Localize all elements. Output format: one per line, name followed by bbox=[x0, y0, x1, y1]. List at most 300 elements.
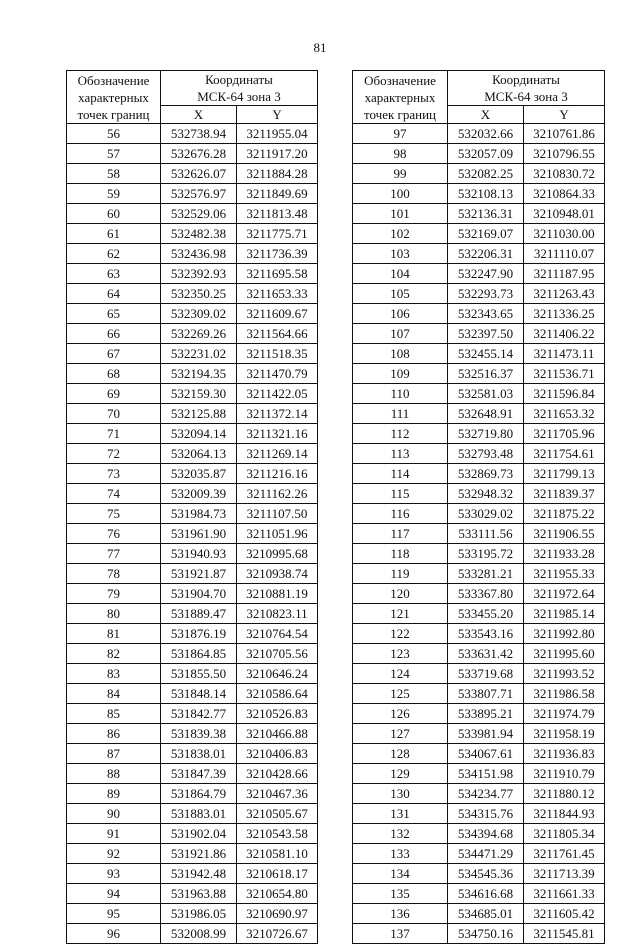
table-row bbox=[67, 284, 318, 304]
x-coordinate-cell: 533367.80 bbox=[448, 584, 524, 604]
y-coordinate-cell: 3210705.56 bbox=[237, 644, 318, 664]
y-coordinate-cell: 3211736.39 bbox=[237, 244, 318, 264]
point-number-cell: 82 bbox=[67, 644, 161, 664]
x-coordinate-cell: 531838.01 bbox=[161, 744, 237, 764]
table-row bbox=[67, 464, 318, 484]
y-coordinate-cell: 3211030.00 bbox=[524, 224, 605, 244]
x-coordinate-cell: 531864.85 bbox=[161, 644, 237, 664]
point-number-cell: 73 bbox=[67, 464, 161, 484]
point-number-cell: 121 bbox=[353, 604, 448, 624]
y-coordinate-cell: 3211844.93 bbox=[524, 804, 605, 824]
table-row bbox=[353, 564, 605, 584]
x-coordinate-cell: 532455.14 bbox=[448, 344, 524, 364]
table-row bbox=[353, 344, 605, 364]
table-row bbox=[353, 464, 605, 484]
x-coordinate-cell: 532269.26 bbox=[161, 324, 237, 344]
point-number-cell: 110 bbox=[353, 384, 448, 404]
table-row bbox=[67, 264, 318, 284]
point-number-cell: 72 bbox=[67, 444, 161, 464]
x-coordinate-cell: 532293.73 bbox=[448, 284, 524, 304]
point-number-cell: 106 bbox=[353, 304, 448, 324]
table-row bbox=[353, 844, 605, 864]
point-number-cell: 116 bbox=[353, 504, 448, 524]
y-coordinate-cell: 3211162.26 bbox=[237, 484, 318, 504]
table-row bbox=[353, 424, 605, 444]
y-coordinate-cell: 3211993.52 bbox=[524, 664, 605, 684]
point-number-cell: 77 bbox=[67, 544, 161, 564]
x-coordinate-cell: 532738.94 bbox=[161, 124, 237, 144]
designation-header-line3: точек границ bbox=[77, 106, 150, 122]
y-coordinate-cell: 3211906.55 bbox=[524, 524, 605, 544]
y-coordinate-cell: 3211972.64 bbox=[524, 584, 605, 604]
x-coordinate-cell: 533281.21 bbox=[448, 564, 524, 584]
x-coordinate-cell: 533195.72 bbox=[448, 544, 524, 564]
x-coordinate-cell: 531876.19 bbox=[161, 624, 237, 644]
y-coordinate-cell: 3211216.16 bbox=[237, 464, 318, 484]
table-row bbox=[353, 804, 605, 824]
y-coordinate-cell: 3211609.67 bbox=[237, 304, 318, 324]
y-coordinate-cell: 3211805.34 bbox=[524, 824, 605, 844]
y-coordinate-cell: 3210467.36 bbox=[237, 784, 318, 804]
table-row bbox=[67, 784, 318, 804]
point-number-cell: 80 bbox=[67, 604, 161, 624]
table-row bbox=[67, 864, 318, 884]
table-row bbox=[67, 224, 318, 244]
table-row bbox=[353, 524, 605, 544]
table-row bbox=[67, 924, 318, 944]
point-number-cell: 117 bbox=[353, 524, 448, 544]
y-coordinate-cell: 3211406.22 bbox=[524, 324, 605, 344]
x-coordinate-cell: 532436.98 bbox=[161, 244, 237, 264]
table-row bbox=[67, 604, 318, 624]
point-number-cell: 101 bbox=[353, 204, 448, 224]
table-row bbox=[67, 704, 318, 724]
x-coordinate-cell: 534394.68 bbox=[448, 824, 524, 844]
point-number-cell: 98 bbox=[353, 144, 448, 164]
point-number-cell: 92 bbox=[67, 844, 161, 864]
x-coordinate-cell: 532397.50 bbox=[448, 324, 524, 344]
y-coordinate-cell: 3210526.83 bbox=[237, 704, 318, 724]
y-coordinate-cell: 3210581.10 bbox=[237, 844, 318, 864]
point-number-cell: 108 bbox=[353, 344, 448, 364]
y-coordinate-cell: 3211545.81 bbox=[524, 924, 605, 944]
x-coordinate-cell: 532008.99 bbox=[161, 924, 237, 944]
y-coordinate-cell: 3210938.74 bbox=[237, 564, 318, 584]
point-number-cell: 99 bbox=[353, 164, 448, 184]
table-row bbox=[67, 644, 318, 664]
point-number-cell: 69 bbox=[67, 384, 161, 404]
x-coordinate-cell: 532392.93 bbox=[161, 264, 237, 284]
table-row bbox=[353, 284, 605, 304]
x-coordinate-cell: 533631.42 bbox=[448, 644, 524, 664]
x-coordinate-cell: 531848.14 bbox=[161, 684, 237, 704]
point-number-cell: 128 bbox=[353, 744, 448, 764]
table-row bbox=[353, 704, 605, 724]
point-number-cell: 59 bbox=[67, 184, 161, 204]
y-coordinate-cell: 3211653.32 bbox=[524, 404, 605, 424]
point-number-cell: 104 bbox=[353, 264, 448, 284]
point-number-cell: 109 bbox=[353, 364, 448, 384]
coordinates-header: Координаты bbox=[161, 71, 318, 89]
point-number-cell: 97 bbox=[353, 124, 448, 144]
point-number-cell: 78 bbox=[67, 564, 161, 584]
table-row bbox=[67, 904, 318, 924]
x-coordinate-cell: 532719.80 bbox=[448, 424, 524, 444]
table-row bbox=[353, 264, 605, 284]
table-row bbox=[67, 824, 318, 844]
point-number-cell: 91 bbox=[67, 824, 161, 844]
table-row bbox=[67, 544, 318, 564]
x-coordinate-cell: 532581.03 bbox=[448, 384, 524, 404]
x-coordinate-cell: 533543.16 bbox=[448, 624, 524, 644]
y-coordinate-cell: 3211705.96 bbox=[524, 424, 605, 444]
table-row bbox=[353, 724, 605, 744]
table-row bbox=[353, 144, 605, 164]
y-coordinate-cell: 3210761.86 bbox=[524, 124, 605, 144]
x-coordinate-cell: 531942.48 bbox=[161, 864, 237, 884]
y-coordinate-cell: 3210646.24 bbox=[237, 664, 318, 684]
table-row bbox=[353, 624, 605, 644]
table-row bbox=[67, 884, 318, 904]
y-coordinate-cell: 3211336.25 bbox=[524, 304, 605, 324]
x-coordinate-cell: 532626.07 bbox=[161, 164, 237, 184]
table-row bbox=[67, 844, 318, 864]
table-row bbox=[67, 744, 318, 764]
table-row bbox=[67, 764, 318, 784]
y-coordinate-cell: 3211995.60 bbox=[524, 644, 605, 664]
point-number-cell: 133 bbox=[353, 844, 448, 864]
point-number-cell: 119 bbox=[353, 564, 448, 584]
x-coordinate-cell: 531961.90 bbox=[161, 524, 237, 544]
coordinate-system-header: МСК-64 зона 3 bbox=[161, 88, 318, 106]
y-coordinate-cell: 3211695.58 bbox=[237, 264, 318, 284]
point-number-cell: 60 bbox=[67, 204, 161, 224]
x-coordinate-cell: 531842.77 bbox=[161, 704, 237, 724]
y-coordinate-cell: 3211564.66 bbox=[237, 324, 318, 344]
table-row bbox=[353, 924, 605, 944]
point-number-cell: 65 bbox=[67, 304, 161, 324]
y-coordinate-cell: 3210406.83 bbox=[237, 744, 318, 764]
table-row bbox=[67, 384, 318, 404]
point-number-cell: 122 bbox=[353, 624, 448, 644]
table-row bbox=[67, 584, 318, 604]
x-coordinate-cell: 532159.30 bbox=[161, 384, 237, 404]
y-coordinate-cell: 3210543.58 bbox=[237, 824, 318, 844]
x-coordinate-cell: 533111.56 bbox=[448, 524, 524, 544]
point-number-cell: 62 bbox=[67, 244, 161, 264]
table-row bbox=[353, 224, 605, 244]
y-coordinate-cell: 3210881.19 bbox=[237, 584, 318, 604]
point-number-cell: 86 bbox=[67, 724, 161, 744]
y-coordinate-cell: 3211910.79 bbox=[524, 764, 605, 784]
y-coordinate-cell: 3211986.58 bbox=[524, 684, 605, 704]
table-row bbox=[67, 144, 318, 164]
y-coordinate-cell: 3211884.28 bbox=[237, 164, 318, 184]
table-row bbox=[67, 124, 318, 144]
y-coordinate-cell: 3211799.13 bbox=[524, 464, 605, 484]
table-row bbox=[67, 364, 318, 384]
y-coordinate-cell: 3210796.55 bbox=[524, 144, 605, 164]
y-coordinate-cell: 3211661.33 bbox=[524, 884, 605, 904]
y-coordinate-cell: 3211875.22 bbox=[524, 504, 605, 524]
point-number-cell: 64 bbox=[67, 284, 161, 304]
y-coordinate-cell: 3211974.79 bbox=[524, 704, 605, 724]
x-coordinate-cell: 532529.06 bbox=[161, 204, 237, 224]
table-row bbox=[353, 124, 605, 144]
point-number-cell: 118 bbox=[353, 544, 448, 564]
y-coordinate-cell: 3211372.14 bbox=[237, 404, 318, 424]
x-coordinate-cell: 532032.66 bbox=[448, 124, 524, 144]
left-table-body bbox=[67, 124, 318, 944]
table-row bbox=[67, 304, 318, 324]
coordinate-system-header: МСК-64 зона 3 bbox=[448, 88, 605, 106]
x-coordinate-cell: 531839.38 bbox=[161, 724, 237, 744]
table-row bbox=[67, 244, 318, 264]
table-row bbox=[67, 204, 318, 224]
table-row bbox=[67, 724, 318, 744]
y-coordinate-cell: 3210995.68 bbox=[237, 544, 318, 564]
table-row bbox=[353, 864, 605, 884]
point-number-cell: 61 bbox=[67, 224, 161, 244]
x-coordinate-cell: 532793.48 bbox=[448, 444, 524, 464]
table-row bbox=[67, 504, 318, 524]
point-number-cell: 107 bbox=[353, 324, 448, 344]
point-number-cell: 123 bbox=[353, 644, 448, 664]
x-coordinate-cell: 532194.35 bbox=[161, 364, 237, 384]
table-row bbox=[353, 364, 605, 384]
point-number-cell: 120 bbox=[353, 584, 448, 604]
x-coordinate-cell: 534545.36 bbox=[448, 864, 524, 884]
x-coordinate-cell: 532247.90 bbox=[448, 264, 524, 284]
point-number-cell: 79 bbox=[67, 584, 161, 604]
x-coordinate-cell: 532948.32 bbox=[448, 484, 524, 504]
table-row bbox=[67, 624, 318, 644]
page-number: 81 bbox=[313, 40, 327, 55]
x-coordinate-cell: 534685.01 bbox=[448, 904, 524, 924]
y-coordinate-cell: 3211958.19 bbox=[524, 724, 605, 744]
point-number-cell: 105 bbox=[353, 284, 448, 304]
point-number-cell: 71 bbox=[67, 424, 161, 444]
x-coordinate-cell: 531963.88 bbox=[161, 884, 237, 904]
point-number-cell: 131 bbox=[353, 804, 448, 824]
table-row bbox=[353, 824, 605, 844]
point-number-cell: 89 bbox=[67, 784, 161, 804]
x-coordinate-cell: 533981.94 bbox=[448, 724, 524, 744]
y-coordinate-cell: 3211269.14 bbox=[237, 444, 318, 464]
y-coordinate-cell: 3211470.79 bbox=[237, 364, 318, 384]
y-coordinate-cell: 3211849.69 bbox=[237, 184, 318, 204]
table-row bbox=[67, 164, 318, 184]
point-number-cell: 87 bbox=[67, 744, 161, 764]
y-coordinate-cell: 3211518.35 bbox=[237, 344, 318, 364]
point-number-cell: 112 bbox=[353, 424, 448, 444]
y-coordinate-cell: 3210726.67 bbox=[237, 924, 318, 944]
y-coordinate-cell: 3211775.71 bbox=[237, 224, 318, 244]
y-coordinate-cell: 3211880.12 bbox=[524, 784, 605, 804]
x-coordinate-cell: 532064.13 bbox=[161, 444, 237, 464]
y-coordinate-cell: 3211985.14 bbox=[524, 604, 605, 624]
point-number-cell: 57 bbox=[67, 144, 161, 164]
x-coordinate-cell: 532869.73 bbox=[448, 464, 524, 484]
point-number-cell: 125 bbox=[353, 684, 448, 704]
y-coordinate-cell: 3211110.07 bbox=[524, 244, 605, 264]
x-coordinate-cell: 532057.09 bbox=[448, 144, 524, 164]
y-coordinate-cell: 3211813.48 bbox=[237, 204, 318, 224]
table-row bbox=[67, 804, 318, 824]
point-number-cell: 76 bbox=[67, 524, 161, 544]
y-coordinate-cell: 3210823.11 bbox=[237, 604, 318, 624]
table-row bbox=[353, 244, 605, 264]
x-coordinate-cell: 532516.37 bbox=[448, 364, 524, 384]
table-row bbox=[67, 484, 318, 504]
x-coordinate-cell: 532676.28 bbox=[161, 144, 237, 164]
point-number-cell: 102 bbox=[353, 224, 448, 244]
point-number-cell: 114 bbox=[353, 464, 448, 484]
designation-header-line3: точек границ bbox=[363, 106, 437, 122]
y-coordinate-cell: 3211761.45 bbox=[524, 844, 605, 864]
y-coordinate-cell: 3210428.66 bbox=[237, 764, 318, 784]
point-number-cell: 85 bbox=[67, 704, 161, 724]
point-number-cell: 74 bbox=[67, 484, 161, 504]
table-row bbox=[67, 524, 318, 544]
point-number-cell: 135 bbox=[353, 884, 448, 904]
table-row bbox=[353, 644, 605, 664]
x-coordinate-cell: 532309.02 bbox=[161, 304, 237, 324]
point-number-cell: 67 bbox=[67, 344, 161, 364]
coordinates-header: Координаты bbox=[448, 71, 605, 89]
table-row bbox=[353, 384, 605, 404]
x-coordinate-cell: 533807.71 bbox=[448, 684, 524, 704]
point-number-cell: 132 bbox=[353, 824, 448, 844]
y-coordinate-cell: 3211933.28 bbox=[524, 544, 605, 564]
point-number-cell: 83 bbox=[67, 664, 161, 684]
y-coordinate-cell: 3211536.71 bbox=[524, 364, 605, 384]
x-coordinate-cell: 533719.68 bbox=[448, 664, 524, 684]
table-row bbox=[353, 664, 605, 684]
x-coordinate-cell: 532482.38 bbox=[161, 224, 237, 244]
x-coordinate-cell: 531847.39 bbox=[161, 764, 237, 784]
right-table-body bbox=[353, 124, 605, 944]
designation-header bbox=[67, 71, 161, 124]
x-coordinate-cell: 532136.31 bbox=[448, 204, 524, 224]
table-row bbox=[353, 544, 605, 564]
y-column-header: Y bbox=[524, 106, 605, 124]
designation-header-line2: характерных bbox=[78, 89, 149, 105]
point-number-cell: 129 bbox=[353, 764, 448, 784]
x-coordinate-cell: 531986.05 bbox=[161, 904, 237, 924]
table-row bbox=[353, 584, 605, 604]
x-coordinate-cell: 532648.91 bbox=[448, 404, 524, 424]
y-coordinate-cell: 3211596.84 bbox=[524, 384, 605, 404]
designation-header-line1: Обозначение bbox=[364, 72, 436, 88]
y-coordinate-cell: 3211473.11 bbox=[524, 344, 605, 364]
table-row bbox=[353, 764, 605, 784]
x-coordinate-cell: 531902.04 bbox=[161, 824, 237, 844]
x-coordinate-cell: 534151.98 bbox=[448, 764, 524, 784]
point-number-cell: 137 bbox=[353, 924, 448, 944]
y-coordinate-cell: 3210505.67 bbox=[237, 804, 318, 824]
y-coordinate-cell: 3210690.97 bbox=[237, 904, 318, 924]
x-column-header: X bbox=[161, 106, 237, 124]
point-number-cell: 95 bbox=[67, 904, 161, 924]
table-row bbox=[353, 684, 605, 704]
x-coordinate-cell: 532343.65 bbox=[448, 304, 524, 324]
table-row bbox=[353, 884, 605, 904]
x-coordinate-cell: 531889.47 bbox=[161, 604, 237, 624]
x-coordinate-cell: 532231.02 bbox=[161, 344, 237, 364]
x-coordinate-cell: 532108.13 bbox=[448, 184, 524, 204]
table-row bbox=[67, 344, 318, 364]
point-number-cell: 100 bbox=[353, 184, 448, 204]
x-coordinate-cell: 533029.02 bbox=[448, 504, 524, 524]
table-row bbox=[67, 444, 318, 464]
x-coordinate-cell: 533455.20 bbox=[448, 604, 524, 624]
table-row bbox=[353, 204, 605, 224]
y-coordinate-cell: 3211754.61 bbox=[524, 444, 605, 464]
table-row bbox=[353, 504, 605, 524]
point-number-cell: 68 bbox=[67, 364, 161, 384]
point-number-cell: 58 bbox=[67, 164, 161, 184]
table-row bbox=[353, 184, 605, 204]
table-row bbox=[67, 404, 318, 424]
y-coordinate-cell: 3211955.33 bbox=[524, 564, 605, 584]
y-column-header: Y bbox=[237, 106, 318, 124]
x-coordinate-cell: 534315.76 bbox=[448, 804, 524, 824]
table-row bbox=[67, 564, 318, 584]
y-coordinate-cell: 3211936.83 bbox=[524, 744, 605, 764]
x-coordinate-cell: 532350.25 bbox=[161, 284, 237, 304]
y-coordinate-cell: 3211653.33 bbox=[237, 284, 318, 304]
coordinates-table-right bbox=[352, 70, 605, 944]
x-coordinate-cell: 531921.87 bbox=[161, 564, 237, 584]
point-number-cell: 96 bbox=[67, 924, 161, 944]
point-number-cell: 75 bbox=[67, 504, 161, 524]
x-coordinate-cell: 534471.29 bbox=[448, 844, 524, 864]
table-row bbox=[67, 684, 318, 704]
y-coordinate-cell: 3211187.95 bbox=[524, 264, 605, 284]
point-number-cell: 111 bbox=[353, 404, 448, 424]
x-coordinate-cell: 532035.87 bbox=[161, 464, 237, 484]
y-coordinate-cell: 3211107.50 bbox=[237, 504, 318, 524]
x-coordinate-cell: 531921.86 bbox=[161, 844, 237, 864]
table-row bbox=[67, 664, 318, 684]
point-number-cell: 127 bbox=[353, 724, 448, 744]
y-coordinate-cell: 3211992.80 bbox=[524, 624, 605, 644]
table-row bbox=[353, 484, 605, 504]
designation-header-line1: Обозначение bbox=[77, 72, 150, 88]
point-number-cell: 103 bbox=[353, 244, 448, 264]
y-coordinate-cell: 3211422.05 bbox=[237, 384, 318, 404]
table-row bbox=[353, 304, 605, 324]
designation-header bbox=[353, 71, 448, 124]
x-coordinate-cell: 534616.68 bbox=[448, 884, 524, 904]
point-number-cell: 93 bbox=[67, 864, 161, 884]
x-coordinate-cell: 531855.50 bbox=[161, 664, 237, 684]
point-number-cell: 115 bbox=[353, 484, 448, 504]
table-row bbox=[353, 744, 605, 764]
y-coordinate-cell: 3211263.43 bbox=[524, 284, 605, 304]
y-coordinate-cell: 3211713.39 bbox=[524, 864, 605, 884]
x-coordinate-cell: 532125.88 bbox=[161, 404, 237, 424]
y-coordinate-cell: 3211917.20 bbox=[237, 144, 318, 164]
table-row bbox=[353, 784, 605, 804]
point-number-cell: 84 bbox=[67, 684, 161, 704]
x-coordinate-cell: 531883.01 bbox=[161, 804, 237, 824]
point-number-cell: 66 bbox=[67, 324, 161, 344]
y-coordinate-cell: 3210618.17 bbox=[237, 864, 318, 884]
x-coordinate-cell: 532094.14 bbox=[161, 424, 237, 444]
point-number-cell: 136 bbox=[353, 904, 448, 924]
